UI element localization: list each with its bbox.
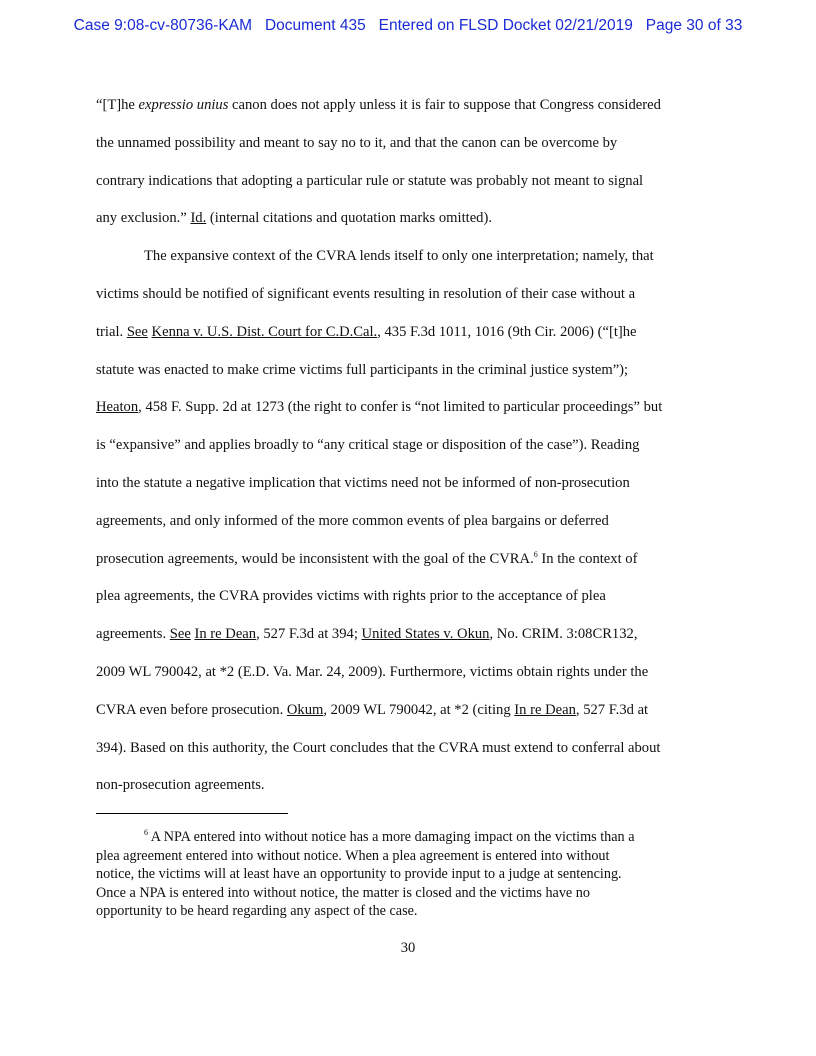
footnote-line: plea agreement entered into without notice. When a plea agreement is entered into without	[96, 847, 610, 864]
footnote-line: opportunity to be heard regarding any aspect of the case.	[96, 903, 418, 919]
body-text	[96, 92, 726, 810]
docket-entry: Entered on FLSD Docket 02/21/2019	[378, 17, 633, 34]
italic-phrase: expressio unius	[138, 97, 229, 113]
case-citation: United States v. Okun	[361, 626, 490, 643]
paragraph-2-line: prosecution agreements, would be inconsistent with the goal of the CVRA.$^6$ In the context of	[96, 549, 638, 567]
paragraph-2-line: 2009 WL 790042, at *2 (E.D. Va. Mar. 24, 2009). Furthermore, victims obtain rights under the	[96, 663, 649, 680]
paragraph-2-line: 394). Based on this authority, the Court concludes that the CVRA must extend to conferral about	[96, 739, 661, 756]
footnote-divider	[96, 813, 288, 814]
paragraph-2-line: agreements, and only informed of the more common events of plea bargains or deferred	[96, 512, 609, 529]
paragraph-2-line: into the statute a negative implication that victims need not be informed of non-prosecution	[96, 474, 630, 491]
case-citation: In re Dean	[194, 626, 257, 643]
case-citation: Kenna v. U.S. Dist. Court for C.D.Cal.	[151, 323, 378, 340]
paragraph-1-line: the unnamed possibility and meant to say no to it, and that the canon can be overcome by	[96, 134, 618, 151]
paragraph-2-line: trial. See Kenna v. U.S. Dist. Court for C.D.Cal., 435 F.3d 1011, 1016 (9th Cir. 2006) (“[t]he	[96, 323, 637, 340]
signal-see: See	[126, 323, 148, 340]
footnote	[96, 828, 726, 921]
paragraph-2-line: statute was enacted to make crime victims full participants in the criminal justice system”);	[96, 361, 629, 378]
document-number: Document 435	[264, 17, 366, 34]
paragraph-2-line: is “expansive” and applies broadly to “any critical stage or disposition of the case”). Reading	[96, 437, 640, 454]
paragraph-2-line: non-prosecution agreements.	[96, 777, 265, 794]
paragraph-2-line: victims should be notified of significant events resulting in resolution of their case without a	[96, 285, 636, 302]
paragraph-2-line: The expansive context of the CVRA lends itself to only one interpretation; namely, that	[144, 248, 654, 265]
paragraph-2-line: plea agreements, the CVRA provides victims with rights prior to the acceptance of plea	[96, 588, 606, 605]
case-citation: Heaton	[96, 399, 139, 416]
docket-header	[0, 17, 816, 35]
paragraph-2-line: CVRA even before prosecution. Okum, 2009 WL 790042, at *2 (citing In re Dean, 527 F.3d at	[96, 701, 649, 718]
paragraph-2-line: Heaton, 458 F. Supp. 2d at 1273 (the right to confer is “not limited to particular proceedings” but	[96, 399, 663, 416]
footnote-line: Once a NPA is entered into without notice, the matter is closed and the victims have no	[96, 884, 590, 901]
footnote-line: $^6$ A NPA entered into without notice has a more damaging impact on the victims than a	[144, 828, 635, 845]
signal-see: See	[169, 626, 191, 643]
page-of-pages: Page 30 of 33	[645, 17, 743, 34]
paragraph-1-line: “[T]he expressio unius canon does not apply unless it is fair to suppose that Congress considered	[96, 97, 661, 113]
paragraph-1-line: any exclusion.” Id. (internal citations and quotation marks omitted).	[96, 210, 492, 227]
footnote-reference: 6	[533, 549, 538, 559]
page-number: 30	[400, 940, 416, 956]
case-citation: Okum	[286, 701, 324, 718]
footnote-line: notice, the victims will at least have an opportunity to provide input to a judge at sentencing.	[96, 866, 622, 882]
footnote-marker: 6	[144, 828, 148, 837]
case-number: Case 9:08-cv-80736-KAM	[73, 17, 253, 34]
case-citation: In re Dean	[514, 701, 576, 718]
paragraph-2-line: agreements. See In re Dean, 527 F.3d at 394; United States v. Okun, No. CRIM. 3:08CR132,	[96, 626, 638, 643]
citation-id: Id.	[190, 210, 207, 227]
paragraph-1-line: contrary indications that adopting a particular rule or statute was probably not meant to signal	[96, 172, 644, 189]
